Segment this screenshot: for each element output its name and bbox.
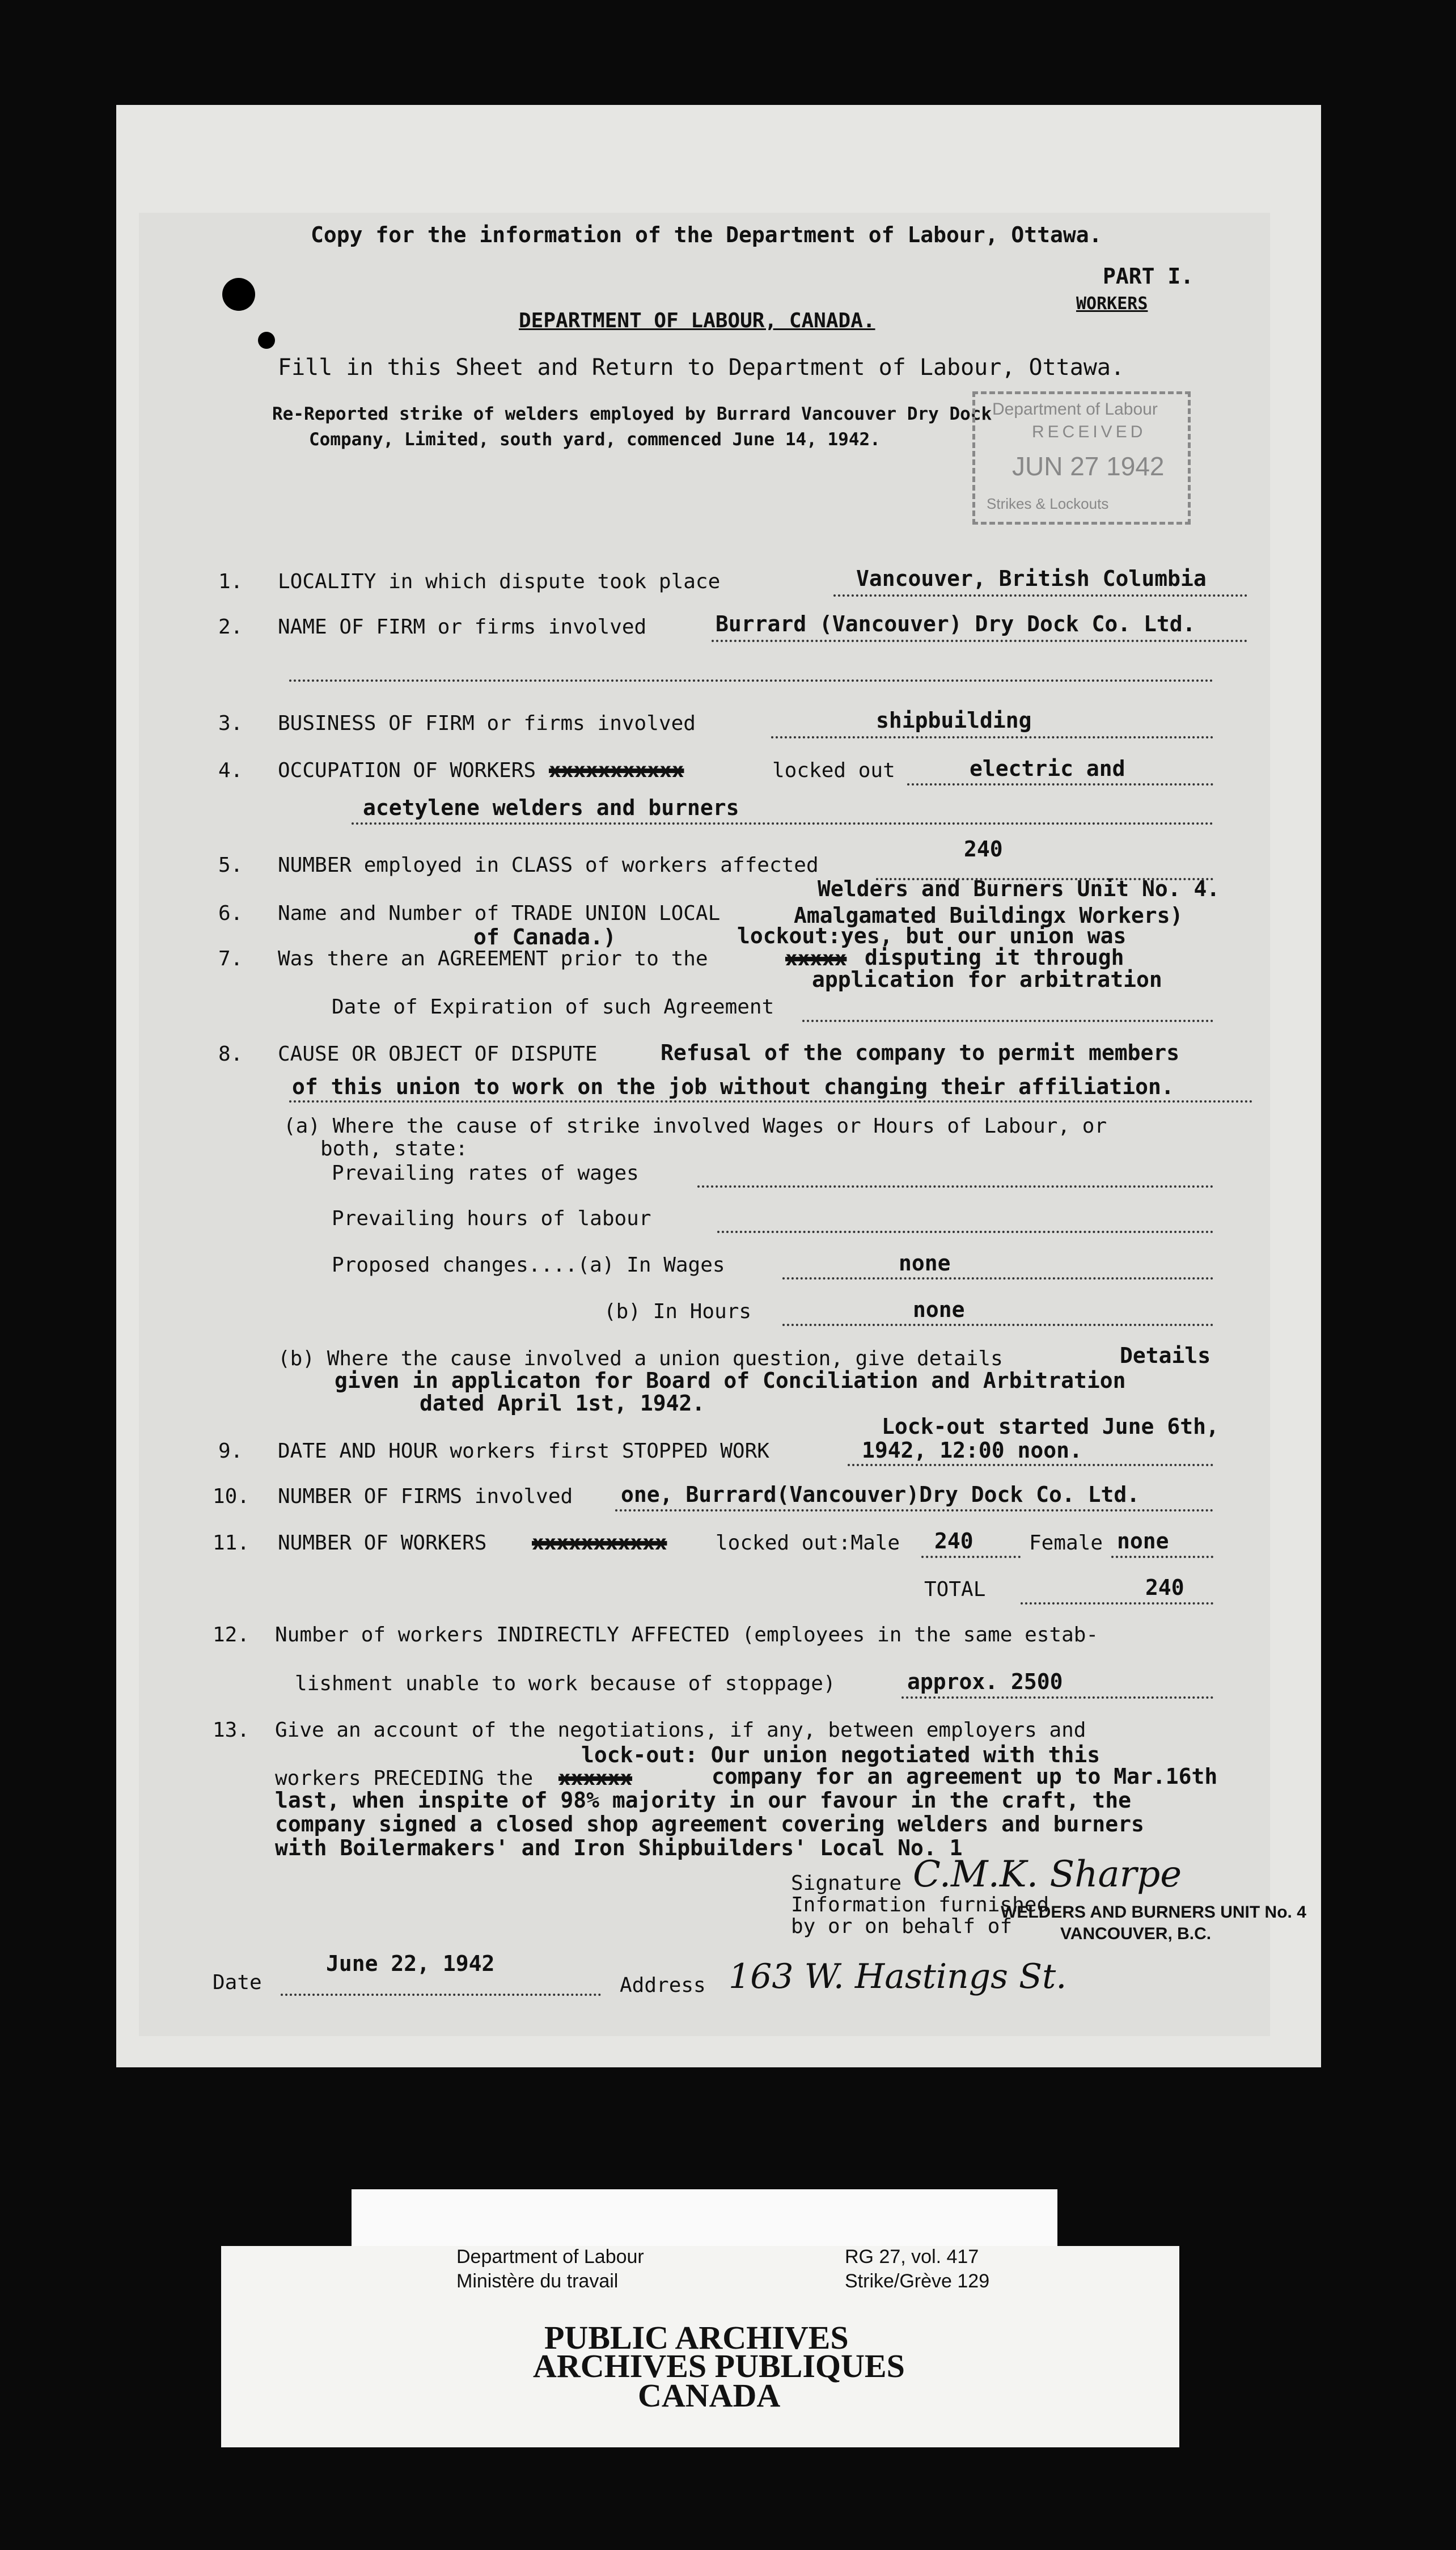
q9-leader (848, 1464, 1213, 1466)
q13-value-2: last, when inspite of 98% majority in our favour in the craft, the (275, 1788, 1131, 1813)
union-stamp-line-1: WELDERS AND BURNERS UNIT No. 4 (1001, 1903, 1306, 1922)
q8a-proposed-label: Proposed changes....(a) In Wages (332, 1253, 725, 1277)
q7-number: 7. (218, 947, 243, 970)
date-leader (281, 1994, 601, 1996)
info-furnished-2: by or on behalf of (791, 1915, 1013, 1938)
q8a-hours-leader (717, 1231, 1213, 1233)
q13-label-2: workers PRECEDING the (275, 1767, 534, 1790)
q1-leader (833, 594, 1247, 597)
q13-value-4: with Boilermakers' and Iron Shipbuilders' Local No. 1 (275, 1835, 963, 1860)
q1-label: LOCALITY in which dispute took place (278, 570, 721, 593)
q8-label: CAUSE OR OBJECT OF DISPUTE (278, 1042, 598, 1066)
q2-leader (712, 640, 1247, 642)
stamp-dept: Department of Labour (992, 400, 1158, 419)
q7-value-3: application for arbitration (812, 967, 1162, 992)
signature-handwritten: C.M.K. Sharpe (913, 1854, 1182, 1895)
q13-value-3: company signed a closed shop agreement covering welders and burners (275, 1812, 1144, 1836)
q8a-line-2: both, state: (320, 1137, 468, 1160)
archive-ref-volume: RG 27, vol. 417 (845, 2246, 979, 2268)
fill-in-instruction: Fill in this Sheet and Return to Department of Labour, Ottawa. (278, 354, 1125, 381)
q12-leader (901, 1696, 1213, 1699)
q7-label: Was there an AGREEMENT prior to the (278, 947, 708, 970)
q5-number: 5. (218, 854, 243, 877)
q5-value: 240 (964, 837, 1003, 862)
q1-number: 1. (218, 570, 243, 593)
q3-label: BUSINESS OF FIRM or firms involved (278, 712, 696, 735)
q13-typed-line-1: lock-out: Our union negotiated with this (581, 1742, 1101, 1767)
q7-leader (802, 1020, 1213, 1022)
q12-number: 12. (213, 1623, 250, 1646)
q6-value-1: Welders and Burners Unit No. 4. (818, 876, 1220, 901)
rereported-line-1: Re-Reported strike of welders employed by Burrard Vancouver Dry Dock (272, 404, 992, 424)
q8-leader (289, 1100, 1253, 1103)
q9-number: 9. (218, 1439, 243, 1463)
workers-label: WORKERS (1076, 294, 1148, 314)
q6-value-2: Amalgamated Buildingx Workers) (794, 903, 1183, 928)
q9-value-1: Lock-out started June 6th, (882, 1414, 1219, 1439)
punch-hole-small (258, 332, 275, 349)
q8b-value-2: given in applicaton for Board of Conciliation and Arbitration (335, 1368, 1126, 1393)
q6-value-3: of Canada.) (473, 924, 616, 949)
archive-stamp-line-1: PUBLIC ARCHIVES (544, 2319, 849, 2356)
q1-value: Vancouver, British Columbia (856, 566, 1207, 591)
q8a-in-hours-label: (b) In Hours (604, 1300, 752, 1323)
q4-struck-text: xxxxxxxxxxx (549, 759, 684, 782)
q10-leader (615, 1509, 1213, 1512)
q3-value: shipbuilding (876, 708, 1032, 733)
date-label: Date (213, 1971, 262, 1994)
q11-female-value: none (1117, 1529, 1169, 1553)
q11-struck-text: xxxxxxxxxxx (532, 1531, 667, 1555)
q4-number: 4. (218, 759, 243, 782)
q9-label: DATE AND HOUR workers first STOPPED WORK (278, 1439, 769, 1463)
q12-value: approx. 2500 (907, 1669, 1063, 1694)
q7-value-1: lockout:yes, but our union was (737, 923, 1127, 948)
q11-number: 11. (213, 1531, 250, 1555)
archive-stamp-line-3: CANADA (638, 2377, 781, 2414)
q8b-label: (b) Where the cause involved a union question, give details (278, 1347, 1003, 1370)
q6-number: 6. (218, 902, 243, 925)
q11-female-leader (1111, 1556, 1213, 1558)
date-value: June 22, 1942 (326, 1951, 495, 1976)
q3-leader (771, 736, 1213, 738)
signature-label: Signature (791, 1872, 902, 1895)
q2-label: NAME OF FIRM or firms involved (278, 615, 647, 639)
stamp-date: JUN 27 1942 (1012, 451, 1165, 481)
q11-locked-out-male: locked out:Male (716, 1531, 900, 1555)
q11-total-value: 240 (1145, 1575, 1184, 1600)
q2-value: Burrard (Vancouver) Dry Dock Co. Ltd. (716, 611, 1196, 636)
q12-label-2: lishment unable to work because of stoppage) (295, 1672, 836, 1695)
q11-total-label: TOTAL (924, 1578, 986, 1601)
q12-label-1: Number of workers INDIRECTLY AFFECTED (employees in the same estab- (275, 1623, 1099, 1646)
q8a-wages-value: none (899, 1251, 951, 1276)
q8a-hours-value: none (913, 1297, 965, 1322)
q6-label: Name and Number of TRADE UNION LOCAL (278, 902, 721, 925)
q7-value-2: disputing it through (865, 945, 1124, 970)
q8a-wages-leader (782, 1277, 1213, 1280)
q9-value-2: 1942, 12:00 noon. (862, 1438, 1082, 1463)
q4-locked-out: locked out (772, 759, 895, 782)
q4-value-1: electric and (970, 756, 1125, 781)
q7-struck-text: xxxxx (785, 947, 847, 970)
copy-line: Copy for the information of the Department of Labour, Ottawa. (311, 222, 1102, 247)
q8a-hours-label: Prevailing hours of labour (332, 1207, 651, 1230)
department-title: DEPARTMENT OF LABOUR, CANADA. (519, 309, 875, 332)
q11-total-leader (1021, 1602, 1213, 1605)
q8a-rates-leader (697, 1185, 1213, 1188)
q11-female-label: Female (1029, 1531, 1103, 1555)
q5-label: NUMBER employed in CLASS of workers affected (278, 854, 819, 877)
q8a-line-1: (a) Where the cause of strike involved Wages or Hours of Labour, or (283, 1114, 1107, 1138)
q10-number: 10. (213, 1485, 250, 1508)
part-label: PART I. (1103, 264, 1194, 289)
q8a-rates-label: Prevailing rates of wages (332, 1162, 639, 1185)
q8-number: 8. (218, 1042, 243, 1066)
q4-leader (907, 783, 1213, 786)
q4-label: OCCUPATION OF WORKERS (278, 759, 536, 782)
q8a-in-hours-leader (782, 1324, 1213, 1326)
q4-value-2: acetylene welders and burners (363, 795, 739, 820)
q8b-value-3: dated April 1st, 1942. (420, 1391, 705, 1416)
archive-dept-en: Department of Labour (456, 2246, 644, 2268)
q13-struck-text: xxxxxx (558, 1767, 633, 1790)
received-stamp (972, 391, 1191, 525)
address-label: Address (620, 1974, 706, 1997)
archive-dept-fr: Ministère du travail (456, 2270, 619, 2292)
q10-label: NUMBER OF FIRMS involved (278, 1485, 573, 1508)
stamp-footer: Strikes & Lockouts (987, 495, 1109, 512)
punch-hole (222, 278, 255, 311)
q13-number: 13. (213, 1719, 250, 1742)
q4-leader-2 (352, 822, 1213, 825)
q3-number: 3. (218, 712, 243, 735)
q7-expiration-label: Date of Expiration of such Agreement (332, 995, 774, 1019)
q8-value-2: of this union to work on the job without changing their affiliation. (292, 1074, 1174, 1099)
q13-label-1: Give an account of the negotiations, if any, between employers and (275, 1719, 1086, 1742)
archive-stamp-line-2: ARCHIVES PUBLIQUES (533, 2348, 905, 2384)
info-furnished-1: Information furnished (791, 1893, 1049, 1916)
stamp-received: RECEIVED (1032, 423, 1146, 441)
q11-male-leader (921, 1556, 1021, 1558)
q2-extra-line (289, 679, 1213, 682)
q13-value-1: company for an agreement up to Mar.16th (712, 1764, 1218, 1789)
q2-number: 2. (218, 615, 243, 639)
union-stamp-line-2: VANCOUVER, B.C. (1060, 1924, 1212, 1943)
address-handwritten: 163 W. Hastings St. (729, 1957, 1067, 1996)
q8-value-1: Refusal of the company to permit members (661, 1040, 1180, 1065)
q8b-value-1: Details (1120, 1343, 1211, 1368)
q10-value: one, Burrard(Vancouver)Dry Dock Co. Ltd. (621, 1482, 1140, 1507)
q11-label: NUMBER OF WORKERS (278, 1531, 487, 1555)
archive-ref-strike: Strike/Grève 129 (845, 2270, 990, 2292)
q11-male-value: 240 (934, 1529, 974, 1553)
rereported-line-2: Company, Limited, south yard, commenced June 14, 1942. (309, 429, 881, 450)
